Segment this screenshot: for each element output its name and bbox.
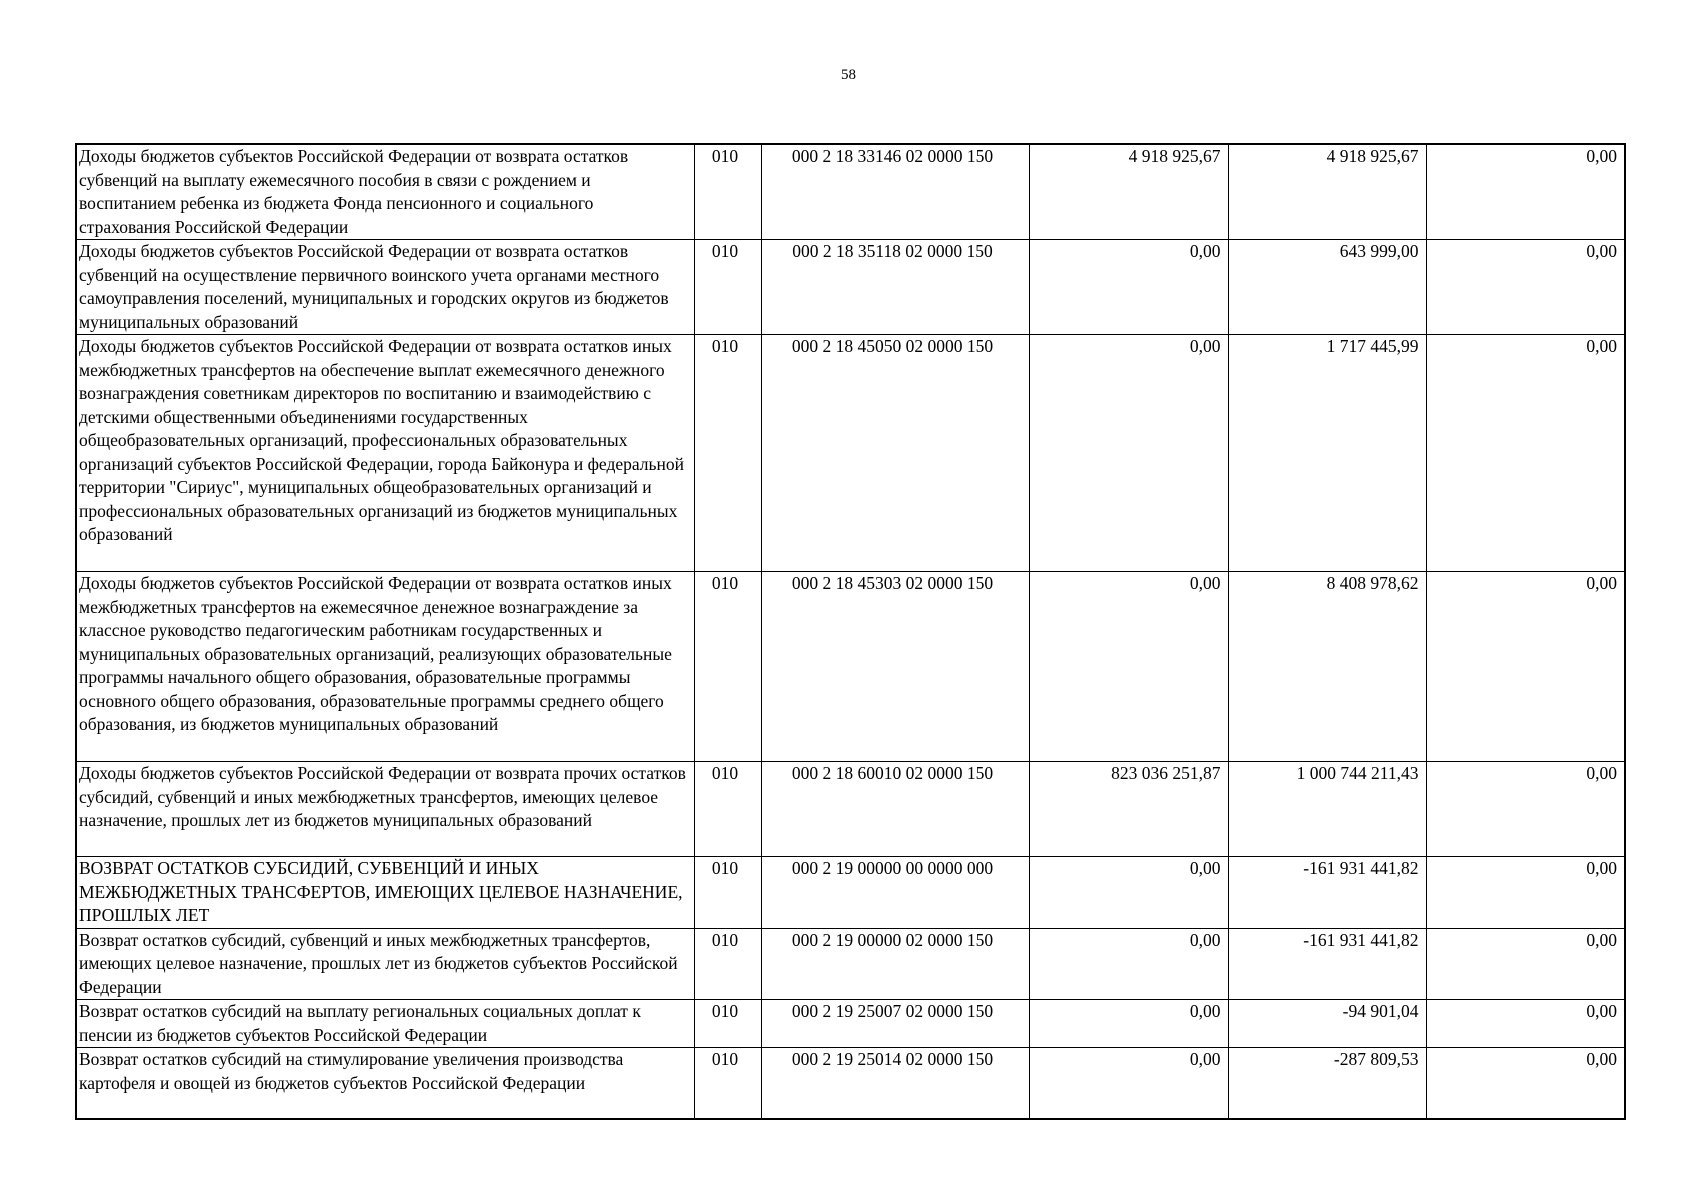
row-line-code-cell: 010: [694, 928, 761, 1000]
row-value-1-cell: 0,00: [1029, 572, 1228, 762]
row-line-code-cell: 010: [694, 240, 761, 335]
row-name-cell: Доходы бюджетов субъектов Российской Федерации от возврата остатков субвенций на выплату ежемесячного пособия в связи с рождением и воспитанием ребенка из бюджета Фонда пенсионного и социального страхования Российской Федерации: [76, 144, 694, 240]
row-value-3-cell: 0,00: [1426, 335, 1625, 572]
row-value-1-cell: 4 918 925,67: [1029, 144, 1228, 240]
row-value-3-cell: 0,00: [1426, 762, 1625, 857]
row-line-code-cell: 010: [694, 1048, 761, 1119]
row-value-2-cell: 8 408 978,62: [1228, 572, 1426, 762]
row-budget-code-cell: 000 2 18 33146 02 0000 150: [761, 144, 1029, 240]
row-value-3-cell: 0,00: [1426, 857, 1625, 929]
row-budget-code-cell: 000 2 18 60010 02 0000 150: [761, 762, 1029, 857]
row-budget-code-cell: 000 2 19 25014 02 0000 150: [761, 1048, 1029, 1119]
row-name-cell: Доходы бюджетов субъектов Российской Федерации от возврата прочих остатков субсидий, субвенций и иных межбюджетных трансфертов, имеющих целевое назначение, прошлых лет из бюджетов муниципальных образований: [76, 762, 694, 857]
row-value-1-cell: 0,00: [1029, 335, 1228, 572]
table-row: [76, 928, 1625, 1000]
row-name-cell: Возврат остатков субсидий, субвенций и иных межбюджетных трансфертов, имеющих целевое назначение, прошлых лет из бюджетов субъектов Российской Федерации: [76, 928, 694, 1000]
row-budget-code-cell: 000 2 18 45050 02 0000 150: [761, 335, 1029, 572]
row-value-2-cell: -161 931 441,82: [1228, 857, 1426, 929]
row-value-1-cell: 0,00: [1029, 1000, 1228, 1048]
table-row: [76, 1048, 1625, 1119]
row-value-3-cell: 0,00: [1426, 572, 1625, 762]
table-row: [76, 335, 1625, 572]
row-budget-code-cell: 000 2 19 25007 02 0000 150: [761, 1000, 1029, 1048]
row-value-3-cell: 0,00: [1426, 1000, 1625, 1048]
row-value-3-cell: 0,00: [1426, 1048, 1625, 1119]
row-budget-code-cell: 000 2 18 45303 02 0000 150: [761, 572, 1029, 762]
row-value-2-cell: 1 000 744 211,43: [1228, 762, 1426, 857]
row-line-code-cell: 010: [694, 144, 761, 240]
row-value-2-cell: 643 999,00: [1228, 240, 1426, 335]
row-budget-code-cell: 000 2 19 00000 00 0000 000: [761, 857, 1029, 929]
row-line-code-cell: 010: [694, 1000, 761, 1048]
revenue-table: [75, 143, 1626, 1120]
row-line-code-cell: 010: [694, 857, 761, 929]
row-value-3-cell: 0,00: [1426, 928, 1625, 1000]
row-value-1-cell: 0,00: [1029, 857, 1228, 929]
row-value-2-cell: 4 918 925,67: [1228, 144, 1426, 240]
table-row: [76, 144, 1625, 240]
table-row: [76, 1000, 1625, 1048]
row-value-3-cell: 0,00: [1426, 144, 1625, 240]
table-row: [76, 857, 1625, 929]
row-value-1-cell: 0,00: [1029, 928, 1228, 1000]
row-value-2-cell: -94 901,04: [1228, 1000, 1426, 1048]
row-name-cell: Доходы бюджетов субъектов Российской Федерации от возврата остатков иных межбюджетных трансфертов на обеспечение выплат ежемесячного денежного вознаграждения советникам директоров по воспитанию и взаимодействию с детскими общественными объединениями государственных общеобразовательных организаций, профессиональных образовательных организаций субъектов Российской Федерации, города Байконура и федеральной территории "Сириус", муниципальных общеобразовательных организаций и профессиональных образовательных организаций из бюджетов муниципальных образований: [76, 335, 694, 572]
row-line-code-cell: 010: [694, 335, 761, 572]
row-value-2-cell: -161 931 441,82: [1228, 928, 1426, 1000]
row-value-1-cell: 0,00: [1029, 240, 1228, 335]
row-line-code-cell: 010: [694, 762, 761, 857]
row-line-code-cell: 010: [694, 572, 761, 762]
row-budget-code-cell: 000 2 19 00000 02 0000 150: [761, 928, 1029, 1000]
row-budget-code-cell: 000 2 18 35118 02 0000 150: [761, 240, 1029, 335]
table-row: [76, 240, 1625, 335]
row-name-cell: ВОЗВРАТ ОСТАТКОВ СУБСИДИЙ, СУБВЕНЦИЙ И ИНЫХ МЕЖБЮДЖЕТНЫХ ТРАНСФЕРТОВ, ИМЕЮЩИХ ЦЕЛЕВОЕ НАЗНАЧЕНИЕ, ПРОШЛЫХ ЛЕТ: [76, 857, 694, 929]
row-name-cell: Возврат остатков субсидий на выплату региональных социальных доплат к пенсии из бюджетов субъектов Российской Федерации: [76, 1000, 694, 1048]
page-number: 58: [841, 67, 856, 83]
row-name-cell: Доходы бюджетов субъектов Российской Федерации от возврата остатков иных межбюджетных трансфертов на ежемесячное денежное вознаграждение за классное руководство педагогическим работникам государственных и муниципальных образовательных организаций, реализующих образовательные программы начального общего образования, образовательные программы основного общего образования, образовательные программы среднего общего образования, из бюджетов муниципальных образований: [76, 572, 694, 762]
row-value-2-cell: -287 809,53: [1228, 1048, 1426, 1119]
row-value-3-cell: 0,00: [1426, 240, 1625, 335]
table-row: [76, 762, 1625, 857]
row-value-1-cell: 823 036 251,87: [1029, 762, 1228, 857]
row-name-cell: Доходы бюджетов субъектов Российской Федерации от возврата остатков субвенций на осуществление первичного воинского учета органами местного самоуправления поселений, муниципальных и городских округов из бюджетов муниципальных образований: [76, 240, 694, 335]
table-row: [76, 572, 1625, 762]
row-value-2-cell: 1 717 445,99: [1228, 335, 1426, 572]
row-name-cell: Возврат остатков субсидий на стимулирование увеличения производства картофеля и овощей из бюджетов субъектов Российской Федерации: [76, 1048, 694, 1119]
row-value-1-cell: 0,00: [1029, 1048, 1228, 1119]
